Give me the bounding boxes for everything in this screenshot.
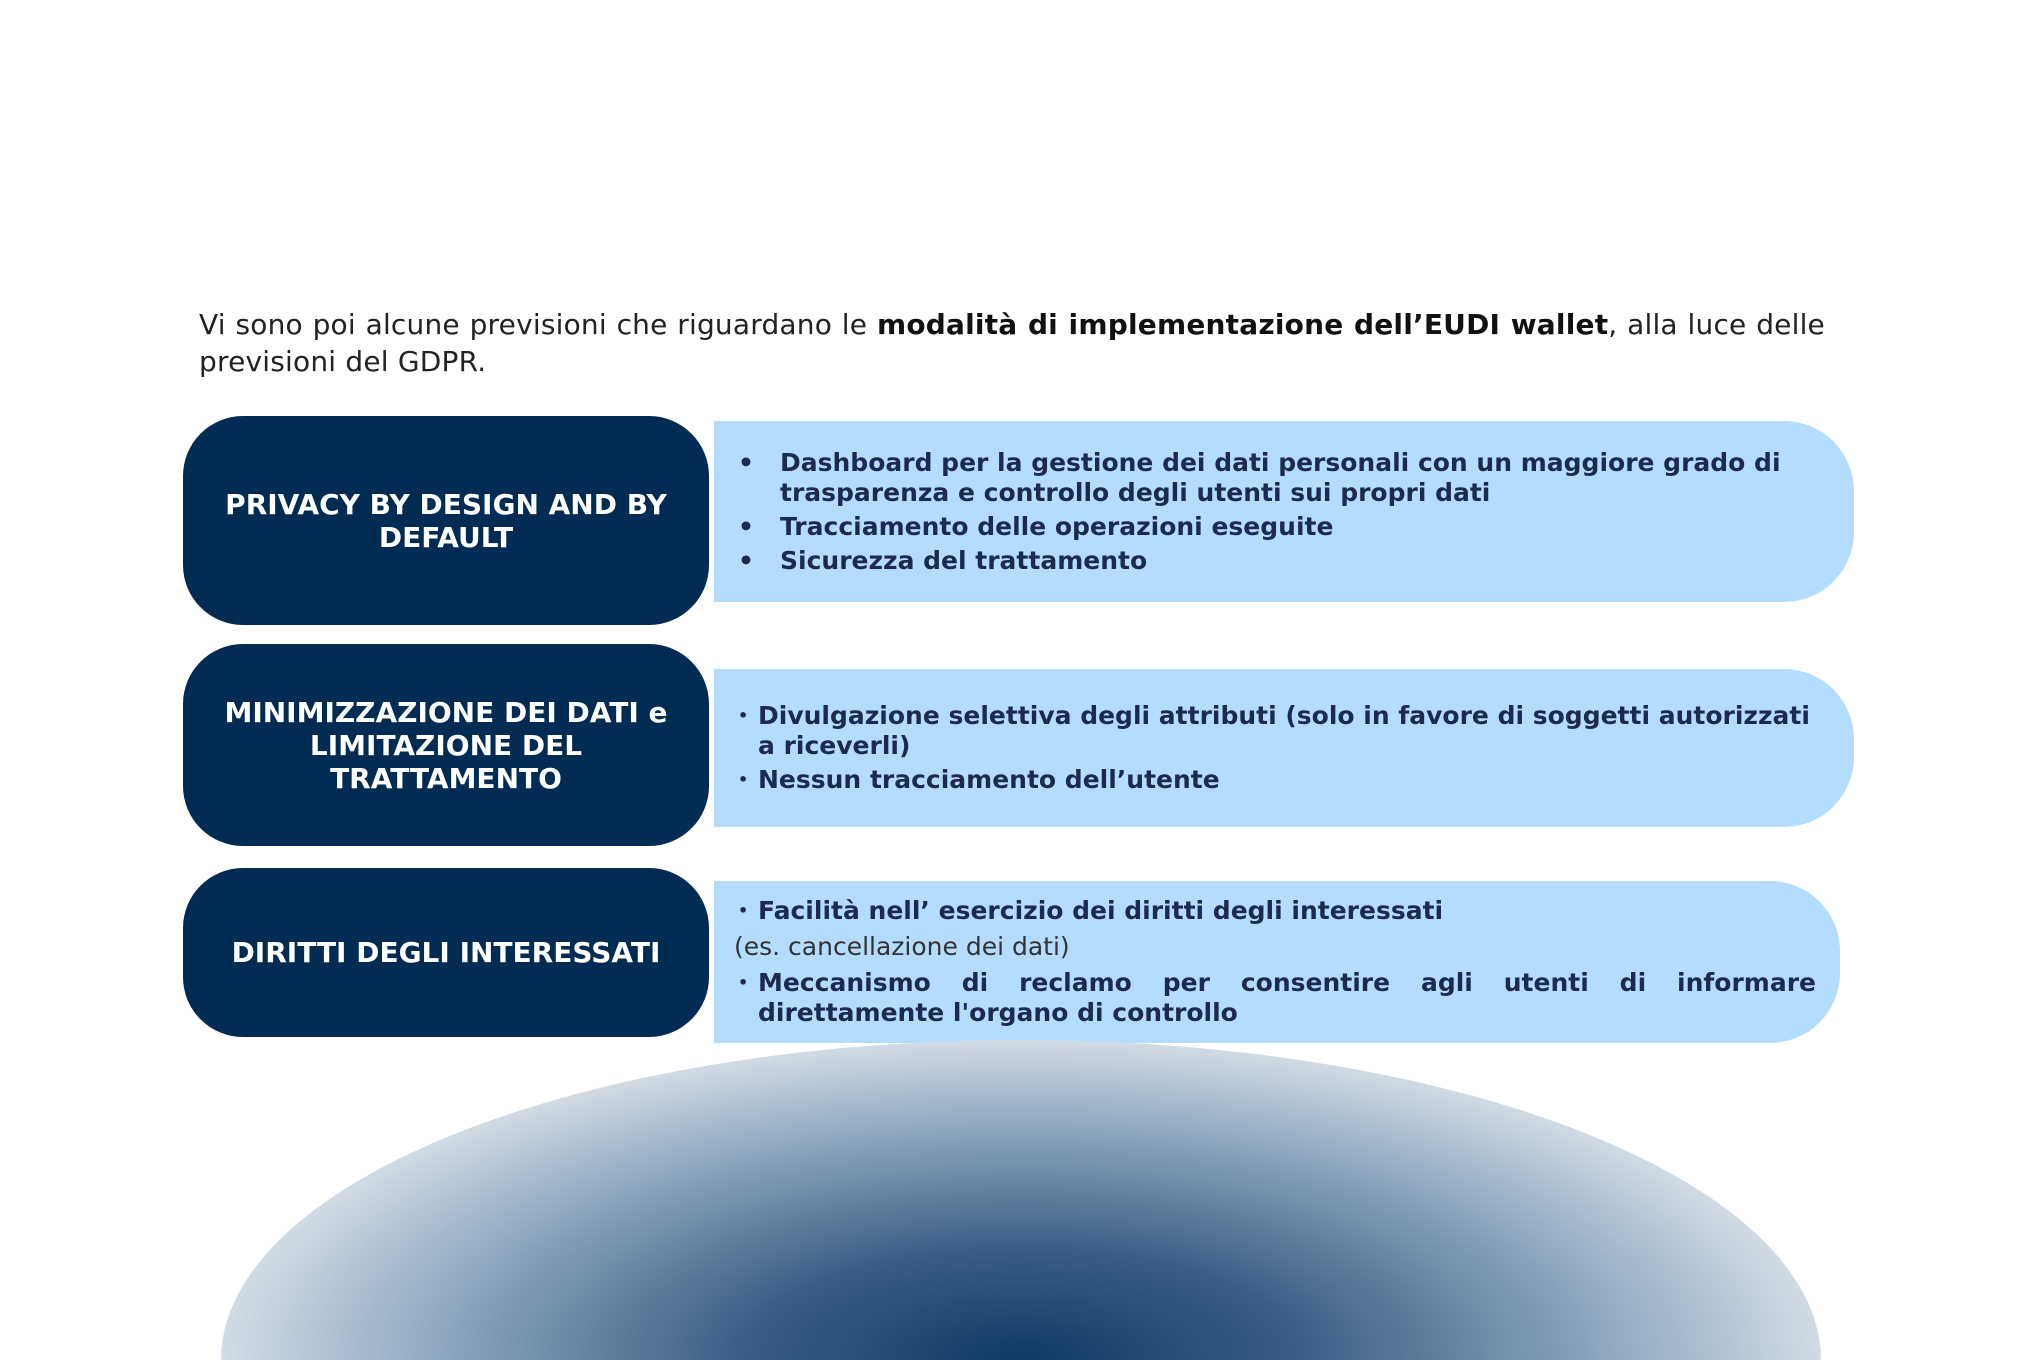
list-item: [724, 968, 1816, 1028]
intro-bold-text: modalità di implementazione dell’EUDI wallet: [876, 308, 1609, 341]
bullet-icon: •: [738, 770, 749, 789]
diritti-bullets: [714, 881, 1840, 1043]
bullet-icon: •: [738, 901, 749, 920]
bullet-icon: •: [738, 973, 749, 992]
list-item: [724, 512, 1830, 542]
bullet-text: Meccanismo di reclamo per consentire agli utenti di informare direttamente l'organo di controllo: [758, 968, 1816, 1027]
list-item: [724, 701, 1830, 761]
bullet-text: Sicurezza del trattamento: [780, 545, 1148, 575]
list-item: [724, 896, 1816, 926]
privacy-by-design-bullets: [714, 421, 1854, 602]
intro-paragraph: [199, 306, 1825, 380]
bullet-icon: •: [738, 545, 754, 575]
row-title: PRIVACY BY DESIGN AND BY DEFAULT: [225, 487, 667, 554]
intro-text: Vi sono poi alcune previsioni che riguardano le: [199, 308, 877, 341]
bullet-text: Divulgazione selettiva degli attributi (solo in favore di soggetti autorizzati a riceverli): [758, 701, 1810, 760]
list-item: [724, 448, 1830, 508]
bullet-icon: •: [738, 511, 754, 541]
row-title: DIRITTI DEGLI INTERESSATI: [231, 936, 661, 969]
bullet-icon: •: [738, 447, 754, 477]
list-item: [724, 765, 1830, 795]
minimizzazione-bullets: [714, 669, 1854, 827]
bullet-text: Dashboard per la gestione dei dati personali con un maggiore grado di trasparenza e controllo degli utenti sui propri dati: [780, 447, 1781, 507]
bullet-icon: •: [738, 706, 749, 725]
minimizzazione-heading-box: [183, 644, 709, 846]
decorative-gradient-arc: [221, 1040, 1821, 1360]
privacy-by-design-heading-box: [183, 416, 709, 625]
intro-text-end: , alla luce delle previsioni del GDPR.: [199, 308, 1825, 378]
list-item: [724, 546, 1830, 576]
bullet-text: Tracciamento delle operazioni eseguite: [780, 511, 1334, 541]
bullet-note: (es. cancellazione dei dati): [734, 932, 1070, 961]
row-title: MINIMIZZAZIONE DEI DATI e LIMITAZIONE DEL TRATTAMENTO: [224, 695, 668, 795]
bullet-text: Nessun tracciamento dell’utente: [758, 765, 1220, 794]
bullet-text: Facilità nell’ esercizio dei diritti degli interessati: [758, 896, 1444, 925]
diritti-heading-box: [183, 868, 709, 1037]
